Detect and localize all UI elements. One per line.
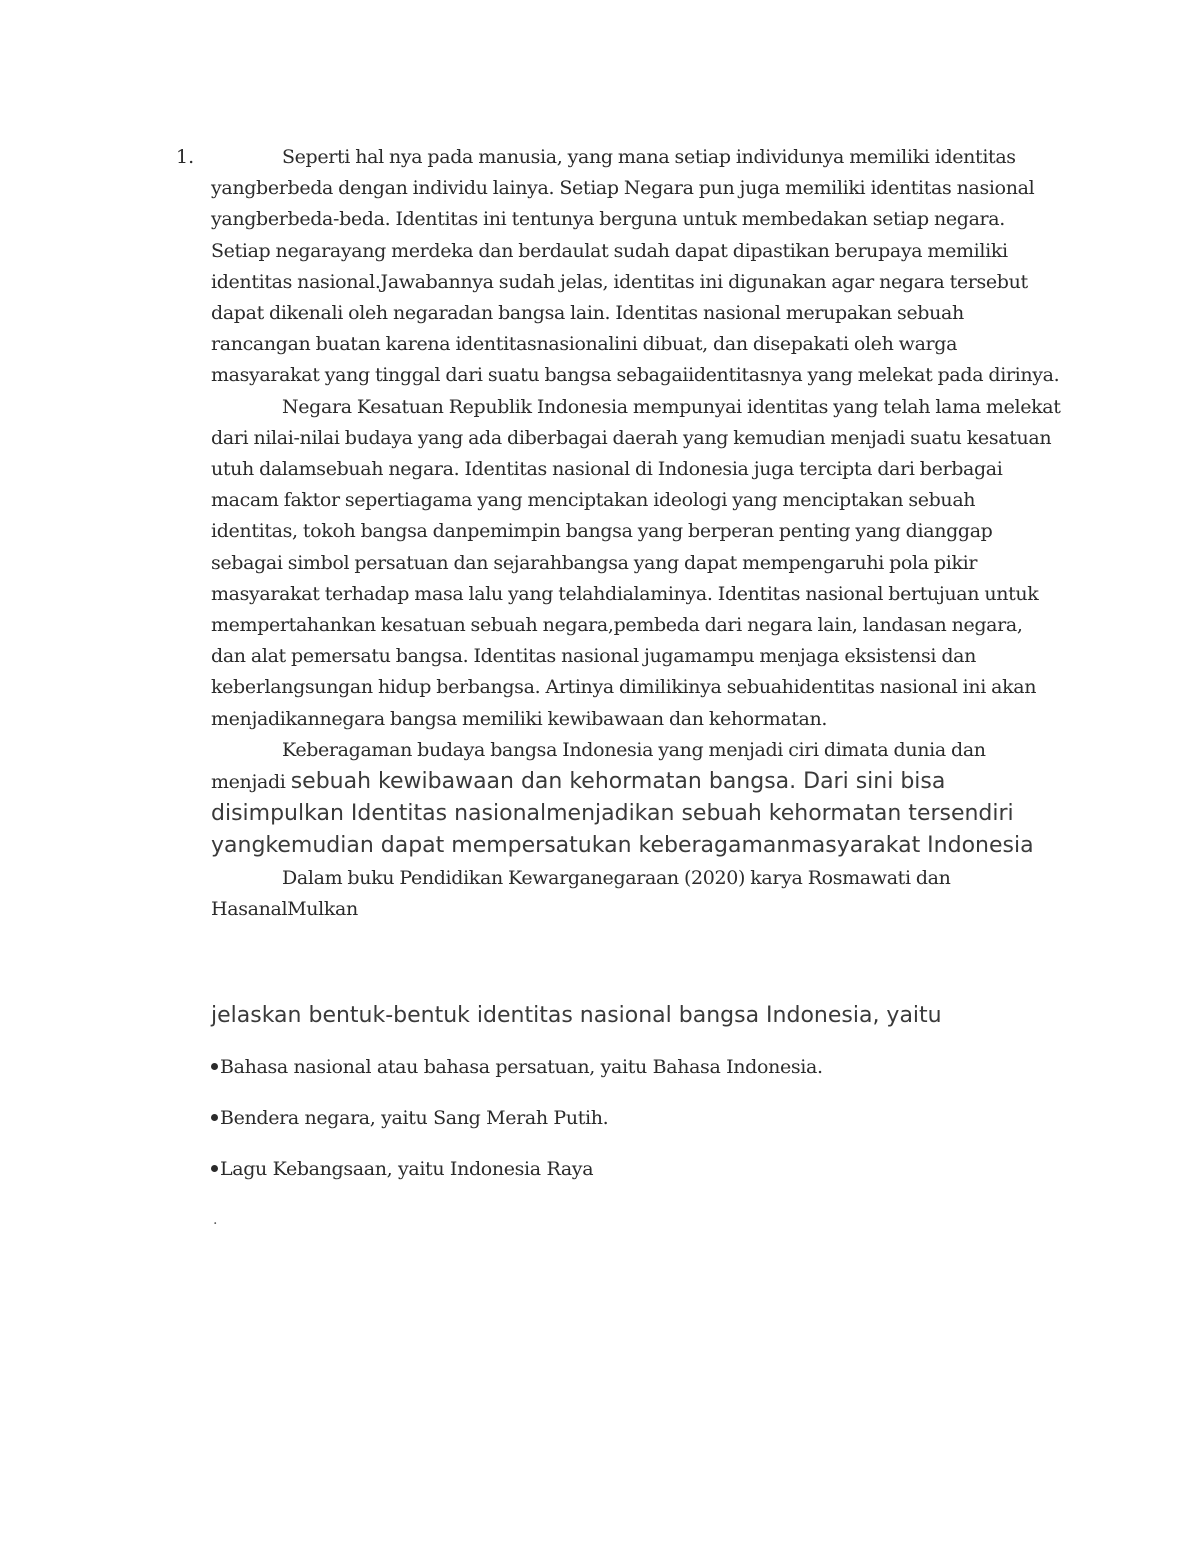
bullet-icon: [211, 1063, 218, 1070]
paragraph-2: [211, 392, 1061, 735]
bullet-list: [211, 1052, 823, 1205]
paragraph-4: [211, 863, 1081, 925]
list-item: [211, 1052, 823, 1103]
list-number: 1.: [176, 146, 195, 168]
paragraph-3-serif-text: Keberagaman budaya bangsa Indonesia yang menjadi ciri dimata dunia dan menjadi: [211, 738, 986, 794]
bullet-text: Bahasa nasional atau bahasa persatuan, yaitu Bahasa Indonesia.: [220, 1056, 823, 1078]
paragraph-4-text: Dalam buku Pendidikan Kewarganegaraan (2020) karya Rosmawati dan HasanalMulkan: [211, 866, 951, 920]
paragraph-2-text: Negara Kesatuan Republik Indonesia mempunyai identitas yang telah lama melekat dari nilai-nilai budaya yang ada diberbagai daerah yang kemudian menjadi suatu kesatuan utuh dalamsebuah negara. Identitas nasional di Indonesia juga tercipta dari berbagai macam faktor sepertiagama yang menciptakan ideologi yang menciptakan sebuah identitas, tokoh bangsa danpemimpin bangsa yang berperan penting yang dianggap sebagai simbol persatuan dan sejarahbangsa yang dapat mempengaruhi pola pikir masyarakat terhadap masa lalu yang telahdialaminya. Identitas nasional bertujuan untuk mempertahankan kesatuan sebuah negara,pembeda dari negara lain, landasan negara, dan alat pemersatu bangsa. Identitas nasional jugamampu menjaga eksistensi dan keberlangsungan hidup berbangsa. Artinya dimilikinya sebuahidentitas nasional ini akan menjadikannegara bangsa memiliki kewibawaan dan kehormatan.: [211, 395, 1061, 730]
paragraph-1: [211, 142, 1061, 392]
bullet-icon: [211, 1114, 218, 1121]
paragraph-1-text: Seperti hal nya pada manusia, yang mana setiap individunya memiliki identitas yangberbeda dengan individu lainya. Setiap Negara pun juga memiliki identitas nasional yangberbeda-beda. Identitas ini tentunya berguna untuk membedakan setiap negara. Setiap negarayang merdeka dan berdaulat sudah dapat dipastikan berupaya memiliki identitas nasional.Jawabannya sudah jelas, identitas ini digunakan agar negara tersebut dapat dikenali oleh negaradan bangsa lain. Identitas nasional merupakan sebuah rancangan buatan karena identitasnasionalini dibuat, dan disepakati oleh warga masyarakat yang tinggal dari suatu bangsa sebagaiidentitasnya yang melekat pada dirinya.: [211, 146, 1060, 387]
paragraph-3: [211, 735, 1041, 863]
bullet-icon: [211, 1165, 218, 1172]
trailing-mark: .: [213, 1212, 218, 1228]
list-item: [211, 1154, 823, 1205]
document-body: [211, 142, 1081, 925]
bullet-text: Bendera negara, yaitu Sang Merah Putih.: [220, 1107, 609, 1129]
question-heading: jelaskan bentuk-bentuk identitas nasional bangsa Indonesia, yaitu: [211, 1003, 942, 1028]
paragraph-3-sans-text: sebuah kewibawaan dan kehormatan bangsa. Dari sini bisa disimpulkan Identitas nasionalmenjadikan sebuah kehormatan tersendiri yangkemudian dapat mempersatukan keberagamanmasyarakat Indonesia: [211, 769, 1034, 859]
list-item: [211, 1103, 823, 1154]
bullet-text: Lagu Kebangsaan, yaitu Indonesia Raya: [220, 1158, 594, 1180]
